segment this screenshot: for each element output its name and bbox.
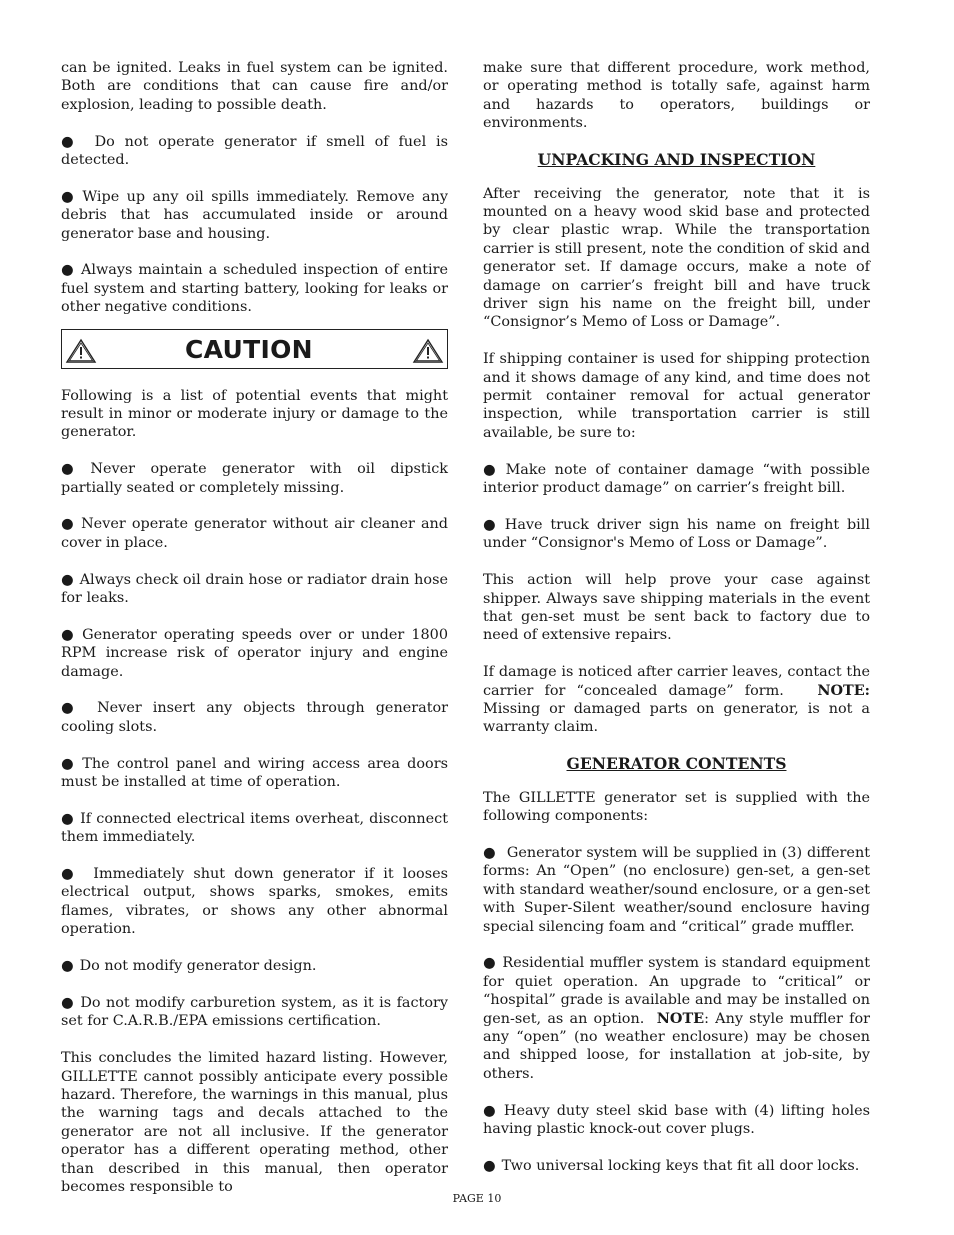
- list-item: ● Wipe up any oil spills immediately. Remove any debris that has accumulated inside or around generator base and housing.: [61, 188, 448, 242]
- left-column: [61, 59, 448, 1196]
- bullet-icon: ●: [61, 461, 85, 478]
- bullet-icon: ●: [61, 755, 77, 772]
- bullet-icon: ●: [483, 1102, 498, 1119]
- list-item: ● Generator operating speeds over or under 1800 RPM increase risk of operator injury and engine damage.: [61, 626, 448, 680]
- bullet-icon: ●: [61, 994, 75, 1011]
- list-item: ● Always maintain a scheduled inspection of entire fuel system and starting battery, looking for leaks or other negative conditions.: [61, 262, 448, 316]
- caution-banner: [61, 329, 448, 369]
- caution-title: CAUTION: [185, 334, 313, 364]
- list-item: ● Do not modify carburetion system, as it is factory set for C.A.R.B./EPA emissions certification.: [61, 994, 448, 1030]
- bullet-icon: ●: [61, 571, 74, 588]
- bullet-icon: ●: [61, 866, 79, 883]
- bullet-icon: ●: [61, 262, 75, 279]
- bullet-icon: ●: [61, 188, 77, 205]
- list-item: ● Never insert any objects through generator cooling slots.: [61, 700, 449, 735]
- bullet-icon: ●: [483, 844, 496, 861]
- section-heading-contents: GENERATOR CONTENTS: [566, 753, 787, 773]
- bullet-icon: ●: [61, 700, 81, 717]
- caution-intro: Following is a list of potential events that might result in minor or moderate injury or damage to the generator.: [61, 387, 448, 441]
- bullet-icon: ●: [483, 955, 497, 972]
- right-column: [483, 59, 870, 1175]
- list-item: ● Immediately shut down generator if it looses electrical output, shows sparks, smokes, emits flames, vibrates, or shows any other abnormal operation.: [61, 866, 448, 938]
- warning-triangle-icon: [65, 338, 97, 364]
- list-item: ● Never operate generator with oil dipstick partially seated or completely missing.: [61, 461, 448, 496]
- bullet-icon: ●: [483, 516, 499, 533]
- list-item: ● Never operate generator without air cleaner and cover in place.: [61, 516, 448, 551]
- paragraph: After receiving the generator, note that it is mounted on a heavy wood skid base and protected by clear plastic wrap. While the transportation carrier is still present, note the condition of skid and generator set. If damage occurs, make a note of damage on carrier’s freight bill and have truck driver sign his name on the freight bill, under “Consignor’s Memo of Loss or Damage”.: [483, 185, 870, 331]
- list-item: ● If connected electrical items overheat, disconnect them immediately.: [61, 810, 449, 846]
- bullet-icon: ●: [61, 626, 77, 643]
- note-label: NOTE:: [817, 681, 870, 699]
- bullet-icon: ●: [61, 810, 75, 827]
- list-item: ● Have truck driver sign his name on freight bill under “Consignor's Memo of Loss or Damage”.: [483, 516, 870, 552]
- section-heading-unpacking: UNPACKING AND INSPECTION: [537, 149, 816, 169]
- list-item: ● Do not operate generator if smell of fuel is detected.: [61, 133, 448, 169]
- bullet-icon: ●: [61, 958, 74, 975]
- bullet-icon: ●: [483, 1157, 496, 1174]
- list-item: ● Always check oil drain hose or radiator drain hose for leaks.: [61, 571, 448, 607]
- warning-triangle-icon: [412, 338, 444, 364]
- page-number: PAGE 10: [452, 1192, 502, 1205]
- note-label: NOTE: [656, 1009, 705, 1027]
- conclusion-paragraph: This concludes the limited hazard listing. However, GILLETTE cannot possibly anticipate every possible hazard. Therefore, the warnings in this manual, plus the warning tags and decals attached to the generator are not all inclusive. If the generator operator has a different operating method, other than described in this manual, then operator becomes responsible to: [61, 1050, 448, 1195]
- list-item: ● Heavy duty steel skid base with (4) lifting holes having plastic knock-out cover plugs.: [483, 1102, 870, 1137]
- paragraph: If damage is noticed after carrier leaves, contact the carrier for “concealed damage” form. NOTE: Missing or damaged parts on generator, is not a warranty claim.: [483, 664, 870, 736]
- intro-paragraph: can be ignited. Leaks in fuel system can be ignited. Both are conditions that can cause fire and/or explosion, leading to possible death.: [61, 60, 448, 113]
- paragraph: The GILLETTE generator set is supplied with the following components:: [483, 789, 870, 825]
- bullet-icon: ●: [61, 133, 79, 150]
- continuation-paragraph: make sure that different procedure, work method, or operating method is totally safe, against harm and hazards to operators, buildings or environments.: [483, 60, 870, 132]
- paragraph: If shipping container is used for shipping protection and it shows damage of any kind, and time does not permit container removal for actual generator inspection, while transportation carrier is still available, be sure to:: [483, 351, 870, 441]
- list-item: ● The control panel and wiring access area doors must be installed at time of operation.: [61, 755, 448, 791]
- list-item: ● Make note of container damage “with possible interior product damage” on carrier’s freight bill.: [483, 461, 871, 497]
- list-item: ● Generator system will be supplied in (3) different forms: An “Open” (no enclosure) gen-set, a gen-set with standard weather/sound enclosure, or a gen-set with Super-Silent weather/sound enclosure having special silencing foam and “critical” grade muffler.: [483, 844, 870, 935]
- list-item: ● Do not modify generator design.: [61, 958, 317, 975]
- bullet-icon: ●: [61, 516, 76, 533]
- paragraph: This action will help prove your case against shipper. Always save shipping materials in the event that gen-set must be sent back to factory due to need of extensive repairs.: [483, 572, 870, 644]
- list-item: ● Residential muffler system is standard equipment for quiet operation. An upgrade to “critical” or “hospital” grade is available and may be installed on gen-set, as an option. NOTE: Any style muffler for any “open” (no weather enclosure) may be chosen and shipped loose, for installation at job-site, by others.: [483, 955, 871, 1082]
- bullet-icon: ●: [483, 461, 500, 478]
- list-item: ● Two universal locking keys that fit all door locks.: [483, 1157, 860, 1174]
